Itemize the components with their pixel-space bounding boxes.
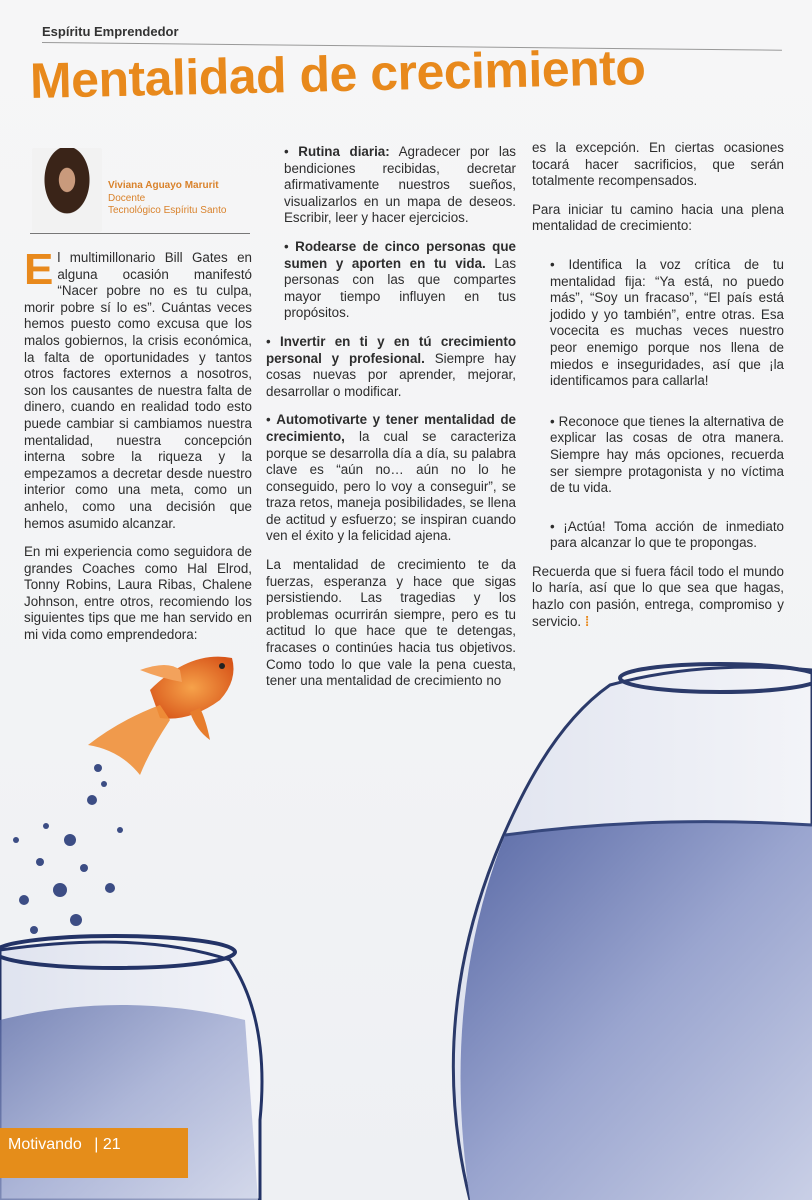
page-number: 21 — [102, 1136, 121, 1153]
tip-item: • Rutina diaria: Agradecer por las bendiciones recibidas, decretar afirmativamente nuestros sueños, visualizarlos en un mapa de deseos. Escribir, leer y hacer ejercicios. — [284, 144, 516, 226]
end-mark-icon: ⁞ — [584, 613, 590, 629]
step-text: Identifica la voz crítica de tu mentalidad fija: “Ya está, no puedo más”, “Soy un fracaso”, “El país está jodido y yo también”, entre otras. Esa vocecita es muchas veces nuestro peor enemigo porque nos llena de miedos e inseguridades, así que ¡la identificamos para callarla! — [550, 256, 784, 389]
author-institution: Tecnológico Espíritu Santo — [108, 205, 227, 216]
fish-bowl-illustration — [0, 600, 812, 1200]
paragraph: Para iniciar tu camino hacia una plena mentalidad de crecimiento: — [532, 201, 784, 234]
paragraph: La mentalidad de crecimiento te da fuerzas, esperanza y hace que sigas persistiendo. Las tragedias y los problemas ocurrirán siempre, pero es tu actitud lo que hace que te detengas, fracases o continúes hacia tus objetivos. Como todo lo que vale la pena cuesta, tener una mentalidad de crecimiento no — [266, 557, 516, 689]
intro-text: l multimillonario Bill Gates en alguna ocasión manifestó “Nacer pobre no es tu culpa, morir pobre sí lo es”. Cuántas veces hemos puesto como excusa que los malos gobiernos, la crisis económica, la falta de oportunidades y tantos otros factores externos a nosotros, son los causantes de nuestra falta de dinero, cuando en realidad todo esto puede cambiar si cambiamos nuestra mentalidad, nuestra concepción interna sobre la riqueza y la empezamos a decretar desde nuestro interior como una meta, como un anhelo, como una decisión que hemos asumido alcanzar. — [24, 250, 252, 531]
column-1 — [24, 245, 252, 656]
author-title: Docente — [108, 193, 146, 204]
author-photo — [32, 148, 102, 232]
tip-title: Automotivarte y tener mentalidad de crecimiento, — [266, 412, 516, 444]
paragraph: En mi experiencia como seguidora de grandes Coaches como Hal Elrod, Tonny Robins, Laura Ribas, Chalene Johnson, entre otros, recomiendo los siguientes tips que me han servido en mi vida como emprendedora: — [24, 544, 252, 643]
step-item: • Identifica la voz crítica de tu mentalidad fija: “Ya está, no puedo más”, “Soy un fracaso”, “El país está jodido y yo también”, entre otras. Esa vocecita es muchas veces nuestro peor enemigo porque nos llena de miedos e inseguridades, así que ¡la identificamos para callarla! — [550, 256, 784, 389]
closing-text: Recuerda que si fuera fácil todo el mundo lo haría, así que lo que sea que hagas, hazlo con pasión, entrega, compromiso y servicio. — [532, 563, 784, 629]
tip-text: Agradecer por las bendiciones recibidas, decretar afirmativamente nuestros sueños, visualizarlos en un mapa de deseos. Escribir, leer y hacer ejercicios. — [284, 144, 516, 226]
right-fish-bowl — [453, 664, 812, 1200]
step-text: Reconoce que tienes la alternativa de explicar las cosas de otra manera. Siempre hay más opciones, recuerda ser siempre protagonista y no víctima de tu vida. — [550, 413, 784, 496]
tip-text: Las personas con las que compartes mayor tiempo influyen en tus propósitos. — [284, 255, 517, 321]
goldfish — [88, 657, 234, 775]
tip-item: • Automotivarte y tener mentalidad de crecimiento, la cual se caracteriza porque se desarrolla día a día, su palabra clave es “aún no… aún no lo he conseguido, pero lo voy a conseguir”, se traza retos, maneja posibilidades, se llena de actitud y esfuerzo; se inspiran cuando ven el éxito y la felicidad ajena. — [266, 412, 516, 544]
author-rule — [30, 233, 250, 234]
article-title: Mentalidad de crecimiento — [29, 39, 646, 109]
author-name: Viviana Aguayo Marurit — [108, 180, 219, 191]
author-role — [108, 193, 248, 217]
tip-item: • Invertir en ti y en tú crecimiento personal y profesional. Siempre hay cosas nuevas por aprender, mejorar, desarrollar o modificar. — [266, 333, 516, 399]
author-box — [28, 148, 250, 234]
step-text: ¡Actúa! Toma acción de inmediato para alcanzar lo que te propongas. — [550, 518, 784, 551]
water-splash — [13, 764, 123, 934]
section-label: Espíritu Emprendedor — [42, 24, 179, 39]
step-item: • ¡Actúa! Toma acción de inmediato para alcanzar lo que te propongas. — [550, 518, 784, 551]
tip-title: Invertir en ti y en tú crecimiento personal y profesional. — [266, 333, 516, 366]
paragraph: es la excepción. En ciertas ocasiones tocará hacer sacrificios, que serán totalmente recompensados. — [532, 140, 784, 189]
tip-title: Rutina diaria: — [298, 144, 390, 159]
step-item: • Reconoce que tienes la alternativa de explicar las cosas de otra manera. Siempre hay más opciones, recuerda ser siempre protagonista y no víctima de tu vida. — [550, 413, 784, 496]
magazine-name: Motivando — [8, 1136, 82, 1153]
tip-item: • Rodearse de cinco personas que sumen y aporten en tu vida. Las personas con las que compartes mayor tiempo influyen en tus propósitos. — [284, 238, 517, 321]
tip-text: la cual se caracteriza porque se desarrolla día a día, su palabra clave es “aún no… aún no lo he conseguido, pero lo voy a conseguir”, se traza retos, maneja posibilidades, se llena de actitud y esfuerzo; se inspiran cuando ven el éxito y la felicidad ajena. — [266, 428, 516, 544]
column-3 — [532, 140, 784, 642]
tip-title: Rodearse de cinco personas que sumen y aporten en tu vida. — [284, 238, 516, 271]
footer-separator: | — [94, 1136, 99, 1153]
tip-text: Siempre hay cosas nuevas por aprender, mejorar, desarrollar o modificar. — [266, 350, 516, 399]
footer — [8, 1136, 121, 1154]
drop-cap: E — [24, 245, 54, 294]
intro-paragraph — [24, 245, 252, 532]
